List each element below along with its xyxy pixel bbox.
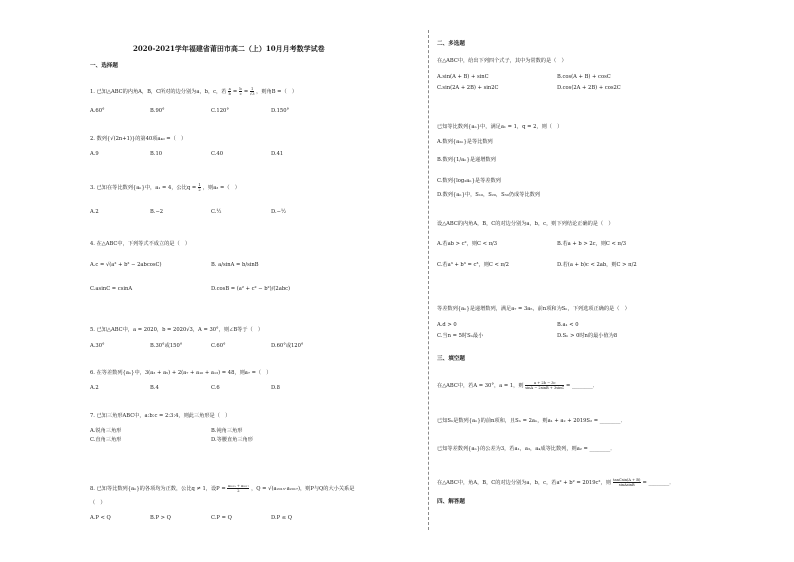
multi-question-1-stem: 在△ABC中，给出下列四个式子，其中为常数的是（ ） bbox=[437, 58, 567, 64]
option[interactable]: C.½ bbox=[211, 209, 222, 215]
option[interactable]: A.9 bbox=[90, 151, 99, 157]
option[interactable]: A.c = √(a² + b² − 2abcosC) bbox=[90, 262, 162, 268]
question-1-stem: 1. 已知△ABC的内角A，B，C所对的边分别为a，b，c，若 $\frac{a}{b}$ = $\frac{b}{c}$ = $\frac{1}{√3}$ ，则角B =（ ） bbox=[90, 87, 298, 96]
option[interactable]: D.若(a + b)c < 2ab，则C > π/2 bbox=[557, 262, 637, 268]
option[interactable]: D.41 bbox=[271, 151, 284, 157]
option[interactable]: B. a/sinA = b/sinB bbox=[211, 262, 259, 268]
option[interactable]: D.数列{aₙ}中，S₁₀，S₂₀，S₃₀仍成等比数列 bbox=[437, 192, 540, 198]
fraction: $\frac{a + 2b - 3c}{\sin A - 2\sin B + 3\sin C}$ bbox=[525, 381, 565, 390]
fill-question-3: 已知等差数列{aₙ}的公差为3，若a₁，a₃，a₄成等比数列，则a₂ = ________． bbox=[437, 446, 616, 452]
option[interactable]: D.等腰直角三角形 bbox=[211, 437, 253, 443]
multi-question-2-stem: 已知等比数列{aₙ}中，满足a₁ = 1，q = 2，则（ ） bbox=[437, 124, 563, 130]
answer-paren: （ ） bbox=[90, 500, 106, 506]
fraction: $\frac{1}{2}$ bbox=[198, 183, 201, 192]
option[interactable]: A.60° bbox=[90, 108, 105, 114]
option[interactable]: A.锐角三角形 bbox=[90, 428, 122, 434]
option[interactable]: D.150° bbox=[271, 108, 290, 114]
option[interactable]: B.cos(A + B) + cosC bbox=[557, 74, 611, 80]
option[interactable]: B.10 bbox=[150, 151, 163, 157]
option[interactable]: D.8 bbox=[271, 385, 280, 391]
page-title: 2020-2021学年福建省莆田市高二（上）10月月考数学试卷 bbox=[133, 44, 325, 53]
question-4-stem: 4. 在△ABC中，下列等式不成立的是（ ） bbox=[90, 241, 191, 247]
question-2-stem: 2. 数列{√(2n+1)}的第40项a₄₀ =（ ） bbox=[90, 136, 187, 142]
option[interactable]: A.P < Q bbox=[90, 515, 111, 521]
fraction: $\frac{b}{c}$ bbox=[239, 87, 242, 96]
multi-question-4-stem: 等差数列{aₙ}是递增数列，满足a₇ = 3a₅，前n项和为Sₙ，下列选项正确的是（ ） bbox=[437, 306, 630, 312]
option[interactable]: C.数列{log₂aₙ}是等差数列 bbox=[437, 178, 501, 184]
option[interactable]: D.Sₙ > 0时n的最小值为8 bbox=[557, 333, 618, 339]
question-5-stem: 5. 已知△ABC中，a = 2020，b = 2020√3，A = 30°，则∠B等于（ ） bbox=[90, 327, 264, 333]
option[interactable]: C.当n = 5时Sₙ最小 bbox=[437, 333, 484, 339]
option[interactable]: C.asinC = csinA bbox=[90, 286, 133, 292]
option[interactable]: D.cos(2A + 2B) + cos2C bbox=[557, 85, 621, 91]
option[interactable]: B.90° bbox=[150, 108, 165, 114]
option[interactable]: B.−2 bbox=[150, 209, 164, 215]
option[interactable]: D.P ≤ Q bbox=[271, 515, 293, 521]
fraction: $\frac{a}{b}$ bbox=[228, 87, 231, 96]
fraction: $\frac{\text{tanCsin(A + B)}}{\text{sinAsinB}}$ bbox=[613, 478, 641, 487]
option[interactable]: A.d > 0 bbox=[437, 322, 457, 328]
multi-question-3-stem: 设△ABC的内角A，B，C的对边分别为a，b，c，则下列结论正确的是（ ） bbox=[437, 221, 614, 227]
option[interactable]: C.直角三角形 bbox=[90, 437, 122, 443]
option[interactable]: D.−½ bbox=[271, 209, 286, 215]
option[interactable]: C.若a³ + b³ = c³，则C < π/2 bbox=[437, 262, 509, 268]
option[interactable]: D.60°或120° bbox=[271, 343, 304, 349]
section-heading-fill: 三、填空题 bbox=[437, 356, 465, 362]
option[interactable]: C.6 bbox=[211, 385, 220, 391]
option[interactable]: B.4 bbox=[150, 385, 159, 391]
option[interactable]: D.cosB = (a² + c² − b²)/(2abc) bbox=[211, 286, 291, 292]
section-heading-solve: 四、解答题 bbox=[437, 499, 465, 505]
option[interactable]: A.30° bbox=[90, 343, 105, 349]
question-3-stem: 3. 已知在等比数列{aₙ}中，a₁ = 4，公比q = $\frac{1}{2}$ ，则a₃ =（ ） bbox=[90, 183, 240, 192]
fraction: $\frac{\text{a₂₀₁₅ + a₂₀₁₇}}{2}$ bbox=[227, 484, 249, 493]
option[interactable]: A.2 bbox=[90, 209, 99, 215]
option[interactable]: B.若a + b > 2c，则C < π/3 bbox=[557, 241, 627, 247]
question-7-stem: 7. 已知三角形ABC中，a:b:c = 2:3:4，则此三角形是（ ） bbox=[90, 413, 231, 419]
option[interactable]: B.数列{1/aₙ}是递增数列 bbox=[437, 157, 496, 163]
option[interactable]: A.若ab > c²，则C < π/3 bbox=[437, 241, 498, 247]
fill-question-4: 在△ABC中，角A，B，C的对边分别为a，b，c，若a² + b² = 2019c²，则 $\frac{\text{tanCsin(A + B)}}{\text{sinAsinB}}$ = ________． bbox=[437, 478, 675, 487]
option[interactable]: C.120° bbox=[211, 108, 229, 114]
option[interactable]: B.a₁ < 0 bbox=[557, 322, 579, 328]
option[interactable]: C.sin(2A + 2B) + sin2C bbox=[437, 85, 499, 91]
fill-question-1: 在△ABC中，若A = 30°，a = 1，则 $\frac{a + 2b - 3c}{\sin A - 2\sin B + 3\sin C}$ = ________． bbox=[437, 381, 598, 390]
section-heading-multi: 二、多选题 bbox=[437, 41, 465, 47]
option[interactable]: B.钝角三角形 bbox=[211, 428, 243, 434]
section-heading-choice: 一、选择题 bbox=[90, 63, 118, 69]
fraction: $\frac{1}{√3}$ bbox=[249, 87, 255, 96]
option[interactable]: C.P = Q bbox=[211, 515, 232, 521]
option[interactable]: B.30°或150° bbox=[150, 343, 183, 349]
option[interactable]: A.sin(A + B) + sinC bbox=[437, 74, 489, 80]
question-6-stem: 6. 在等差数列{aₙ}中，3(a₃ + a₅) + 2(a₇ + a₁₀ + a₁₃) = 48，则a₇ =（ ） bbox=[90, 370, 272, 376]
option[interactable]: B.P > Q bbox=[150, 515, 171, 521]
question-8-stem: 8. 已知等比数列{aₙ}的各项均为正数，公比q ≠ 1，设P = $\frac{\text{a₂₀₁₅ + a₂₀₁₇}}{2}$ ，Q = √(a₂₀₁₅·a₂₀₁₇)，则P与Q的大小关系是 bbox=[90, 484, 355, 493]
option[interactable]: C.60° bbox=[211, 343, 226, 349]
option[interactable]: A.数列{a₂ₙ}是等比数列 bbox=[437, 139, 493, 145]
fill-question-2: 已知Sₙ是数列{aₙ}的前n项和，且Sₙ = 2aₙ，则a₁ + a₂ + 2019S₂ = ________． bbox=[437, 418, 626, 424]
option[interactable]: A.2 bbox=[90, 385, 99, 391]
option[interactable]: C.40 bbox=[211, 151, 224, 157]
column-divider bbox=[428, 30, 429, 530]
